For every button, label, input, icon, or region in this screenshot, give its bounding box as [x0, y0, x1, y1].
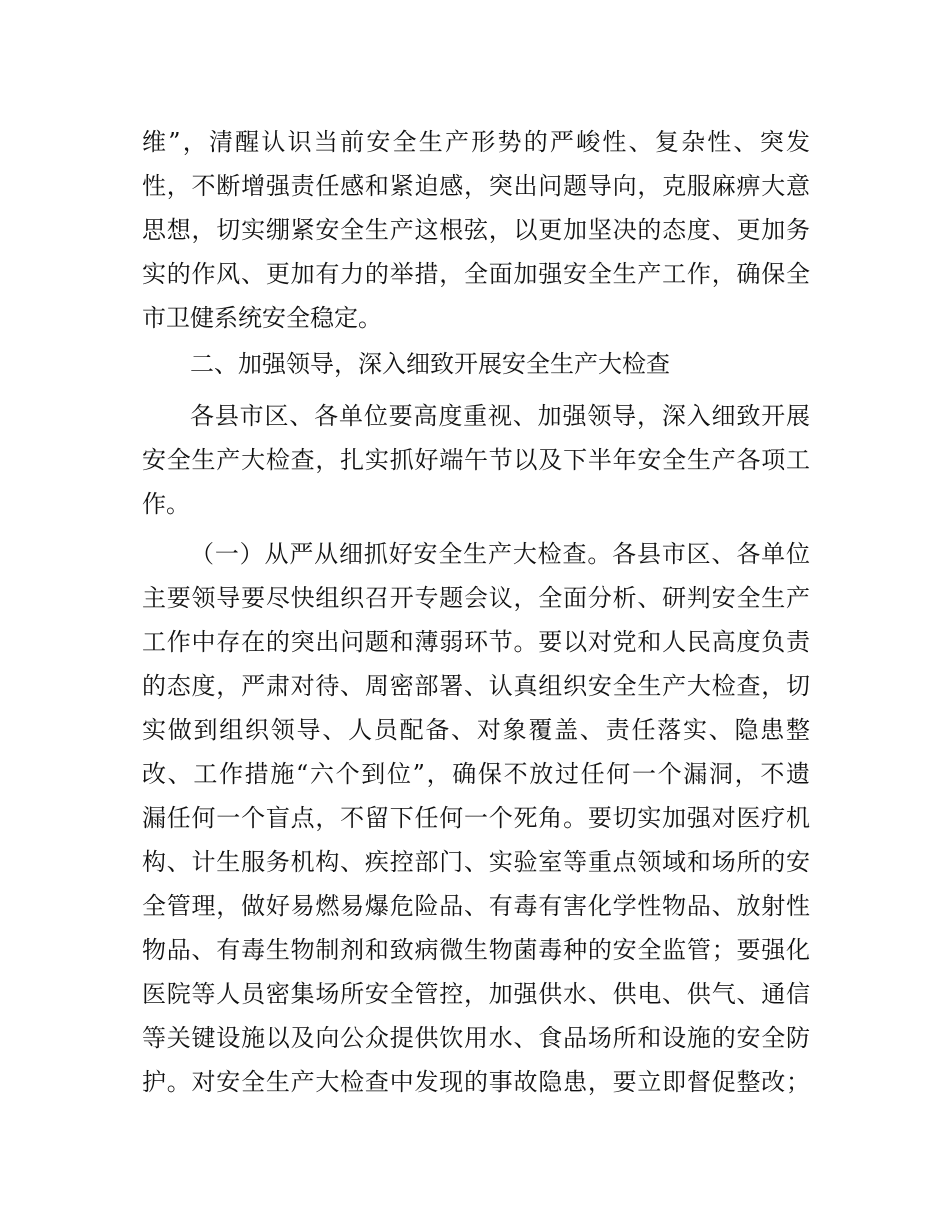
paragraph-3-line-3: 工作中存在的突出问题和薄弱环节。要以对党和人民高度负责 [142, 628, 810, 656]
paragraph-3-line-13: 护。对安全生产大检查中发现的事故隐患，要立即督促整改； [142, 1068, 810, 1096]
paragraph-3-line-6: 改、工作措施“六个到位”，确保不放过任何一个漏洞，不遗 [142, 760, 810, 788]
paragraph-1-line-1: 维”，清醒认识当前安全生产形势的严峻性、复杂性、突发 [142, 128, 810, 156]
paragraph-1-line-4: 实的作风、更加有力的举措，全面加强安全生产工作，确保全 [142, 260, 810, 288]
paragraph-3-line-8: 构、计生服务机构、疾控部门、实验室等重点领域和场所的安 [142, 848, 810, 876]
paragraph-3-line-9: 全管理，做好易燃易爆危险品、有毒有害化学性物品、放射性 [142, 892, 810, 920]
section-heading: 二、加强领导，深入细致开展安全生产大检查 [190, 350, 670, 378]
paragraph-3-line-2: 主要领导要尽快组织召开专题会议，全面分析、研判安全生产 [142, 584, 810, 612]
paragraph-1-line-3: 思想，切实绷紧安全生产这根弦，以更加坚决的态度、更加务 [142, 216, 810, 244]
paragraph-3-line-1: （一）从严从细抓好安全生产大检查。各县市区、各单位 [190, 540, 810, 568]
paragraph-2-line-2: 安全生产大检查，扎实抓好端午节以及下半年安全生产各项工 [142, 446, 810, 474]
paragraph-3-line-12: 等关键设施以及向公众提供饮用水、食品场所和设施的安全防 [142, 1024, 810, 1052]
paragraph-1-line-2: 性，不断增强责任感和紧迫感，突出问题导向，克服麻痹大意 [142, 172, 810, 200]
paragraph-3-line-10: 物品、有毒生物制剂和致病微生物菌毒种的安全监管；要强化 [142, 936, 810, 964]
paragraph-2-line-3: 作。 [142, 490, 190, 518]
paragraph-3-line-4: 的态度，严肃对待、周密部署、认真组织安全生产大检查，切 [142, 672, 810, 700]
paragraph-3-line-7: 漏任何一个盲点，不留下任何一个死角。要切实加强对医疗机 [142, 804, 810, 832]
paragraph-2-line-1: 各县市区、各单位要高度重视、加强领导，深入细致开展 [190, 402, 810, 430]
paragraph-1-line-5: 市卫健系统安全稳定。 [142, 304, 382, 332]
paragraph-3-line-11: 医院等人员密集场所安全管控，加强供水、供电、供气、通信 [142, 980, 810, 1008]
paragraph-3-line-5: 实做到组织领导、人员配备、对象覆盖、责任落实、隐患整 [142, 716, 810, 744]
